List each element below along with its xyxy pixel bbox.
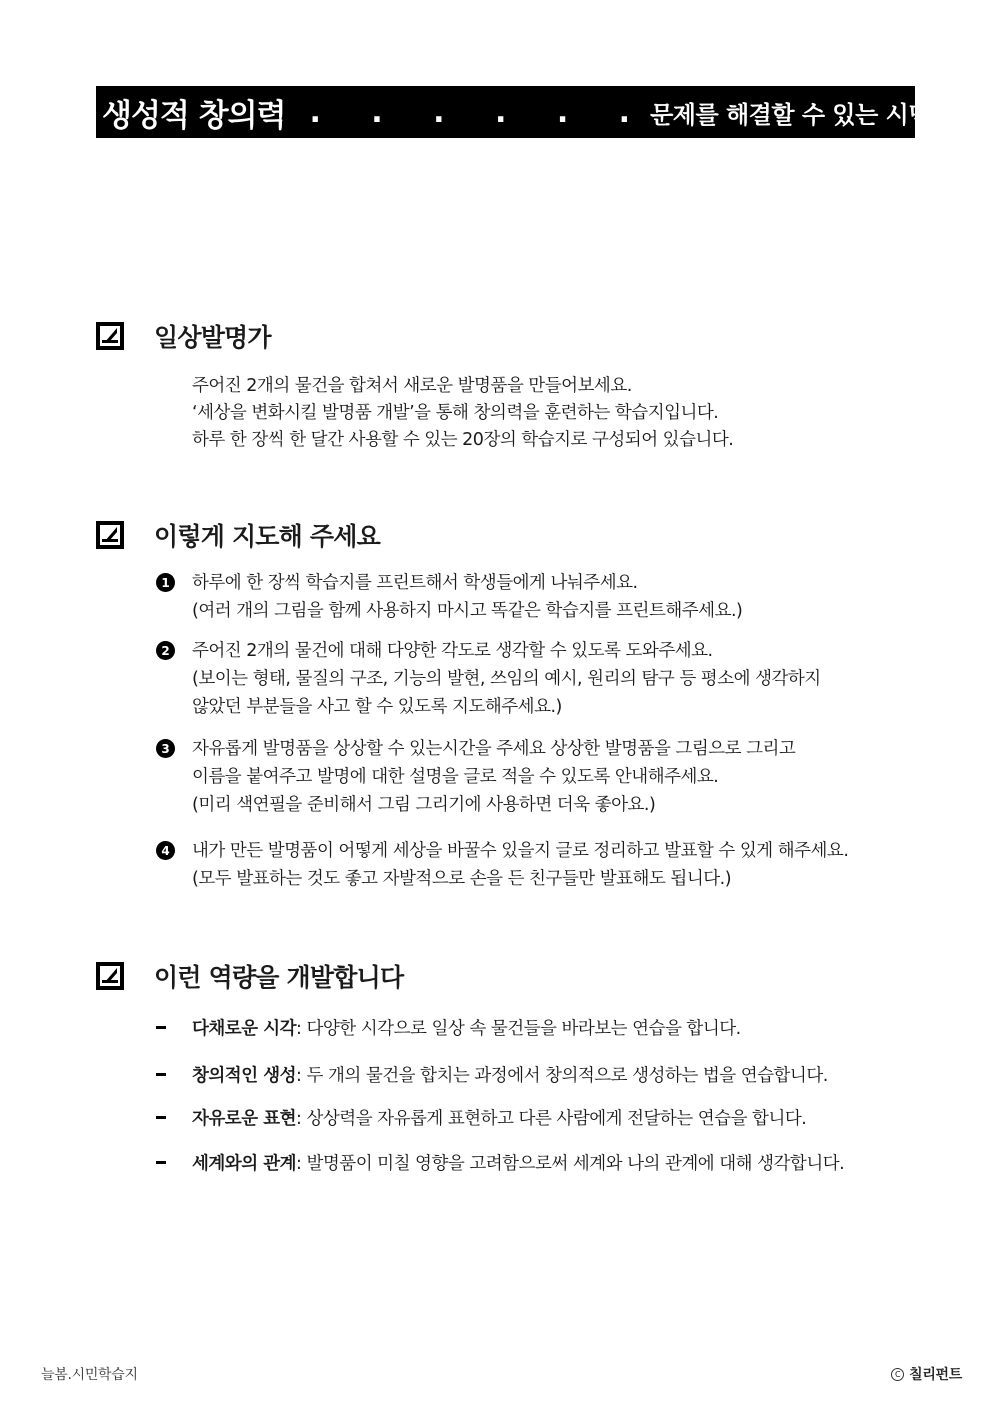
capability-label: 다채로운 시각 [192,1019,297,1039]
dash-bullet [156,1026,166,1029]
guide-line: 내가 만든 발명품이 어떻게 세상을 바꿀수 있을지 글로 정리하고 발표할 수 있게 해주세요. [192,841,849,861]
page-subtitle: 문제를 해결할 수 있는 시민력 [650,100,954,129]
capability-item [156,1105,806,1130]
guide-line: 자유롭게 발명품을 상상할 수 있는시간을 주세요 상상한 발명품을 그림으로 그리고 [192,739,796,759]
number-badge: 3 [156,739,175,758]
capability-label: 세계와의 관계 [192,1154,297,1174]
capability-item [156,1015,741,1040]
section-title: 이렇게 지도해 주세요 [154,522,380,551]
number-badge: 4 [156,841,175,860]
guide-line: (보이는 형태, 물질의 구조, 기능의 발현, 쓰임의 예시, 원리의 탐구 등 평소에 생각하지 [192,669,821,689]
capability-desc: : 두 개의 물건을 합치는 과정에서 창의적으로 생성하는 법을 연습합니다. [296,1066,828,1086]
dash-bullet [156,1116,166,1119]
capability-label: 자유로운 표현 [192,1109,297,1129]
capability-desc: : 상상력을 자유롭게 표현하고 다른 사람에게 전달하는 연습을 합니다. [296,1109,807,1129]
title-dots: . . . . . . [309,94,651,130]
page-title: 생성적 창의력 [102,97,286,134]
capability-label: 창의적인 생성 [192,1066,297,1086]
capability-item [156,1150,844,1175]
title-bar [96,86,954,138]
capability-desc: : 발명품이 미칠 영향을 고려함으로써 세계와 나의 관계에 대해 생각합니다. [296,1154,845,1174]
guide-item-1 [156,569,742,625]
footer-copyright [891,1364,962,1384]
guide-item-4 [156,837,848,893]
capability-desc: : 다양한 시각으로 일상 속 물건들을 바라보는 연습을 합니다. [296,1019,741,1039]
number-badge: 1 [156,573,175,592]
number-badge: 2 [156,641,175,660]
intro-line: 하루 한 장씩 한 달간 사용할 수 있는 20장의 학습지로 구성되어 있습니다. [192,430,734,450]
guide-line: (여러 개의 그림을 함께 사용하지 마시고 똑같은 학습지를 프린트해주세요.) [192,601,743,621]
capability-item [156,1062,828,1087]
guide-item-2 [156,637,821,721]
footer-series-name: 늘봄.시민학습지 [41,1367,138,1383]
guide-line: (미리 색연필을 준비해서 그림 그리기에 사용하면 더욱 좋아요.) [192,795,656,815]
footer-publisher: 칠리펀트 [909,1367,962,1383]
intro-paragraph [192,373,733,454]
guide-line: 주어진 2개의 물건에 대해 다양한 각도로 생각할 수 있도록 도와주세요. [192,641,713,661]
copyright-icon: C [891,1368,904,1381]
guide-line: 않았던 부분들을 사고 할 수 있도록 지도해주세요.) [192,697,562,717]
section-title: 이런 역량을 개발합니다 [154,963,404,992]
square-slash-icon [96,322,124,350]
intro-line: ‘세상을 변화시킬 발명품 개발’을 통해 창의력을 훈련하는 학습지입니다. [192,403,719,423]
section-header-capabilities [96,958,403,994]
section-title: 일상발명가 [154,323,271,352]
guide-item-3 [156,735,795,819]
square-slash-icon [96,962,124,990]
square-slash-icon [96,521,124,549]
intro-line: 주어진 2개의 물건을 합쳐서 새로운 발명품을 만들어보세요. [192,376,632,396]
guide-line: 하루에 한 장씩 학습지를 프린트해서 학생들에게 나눠주세요. [192,573,638,593]
section-header-inventor [96,318,271,354]
dash-bullet [156,1161,166,1164]
guide-line: 이름을 붙여주고 발명에 대한 설명을 글로 적을 수 있도록 안내해주세요. [192,767,719,787]
guide-line: (모두 발표하는 것도 좋고 자발적으로 손을 든 친구들만 발표해도 됩니다.) [192,869,732,889]
section-header-guide [96,517,380,553]
dash-bullet [156,1073,166,1076]
